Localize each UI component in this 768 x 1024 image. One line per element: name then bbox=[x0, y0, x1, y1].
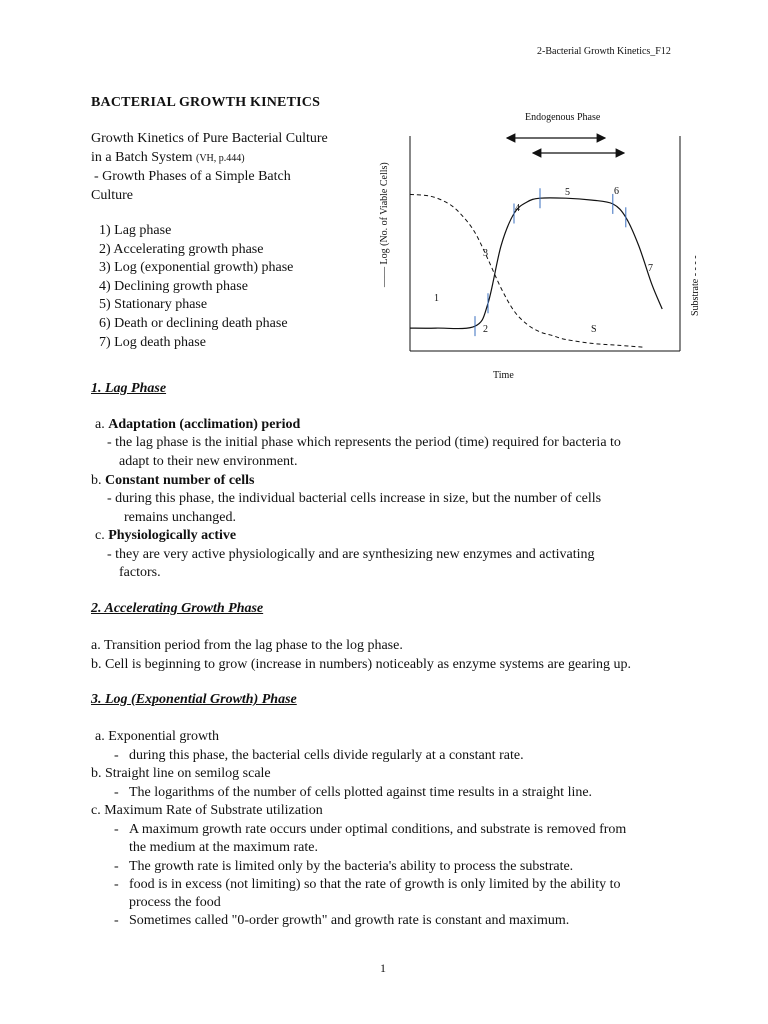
phase-label: 4 bbox=[515, 203, 520, 214]
section-heading-accelerating: 2. Accelerating Growth Phase bbox=[91, 601, 264, 616]
intro-block bbox=[91, 130, 328, 205]
list-item: 7) Log death phase bbox=[99, 334, 206, 350]
substrate-label: S bbox=[591, 324, 597, 335]
dash: - bbox=[114, 877, 119, 892]
list-item: 4) Declining growth phase bbox=[99, 278, 248, 294]
log-item-b: b. Straight line on semilog scale bbox=[91, 766, 271, 781]
dash: - bbox=[114, 822, 119, 837]
reference: (VH, p.444) bbox=[196, 152, 245, 164]
list-item: 2) Accelerating growth phase bbox=[99, 241, 264, 257]
page-title: BACTERIAL GROWTH KINETICS bbox=[91, 95, 321, 110]
dash: - bbox=[114, 859, 119, 874]
list-item: 6) Death or declining death phase bbox=[99, 315, 288, 331]
lag-item-a-detail: - the lag phase is the initial phase which represents the period (time) required for bacteria to bbox=[107, 435, 621, 450]
intro-line: in a Batch System (VH, p.444) bbox=[91, 149, 245, 165]
log-item-a: a. Exponential growth bbox=[95, 729, 220, 744]
lag-item-a: a. Adaptation (acclimation) period bbox=[95, 417, 301, 432]
section-heading-log: 3. Log (Exponential Growth) Phase bbox=[91, 692, 297, 707]
growth-curve-chart bbox=[370, 100, 710, 385]
phase-label: 7 bbox=[648, 263, 653, 274]
log-item-c-detail: The growth rate is limited only by the bacteria's ability to process the substrate. bbox=[129, 859, 574, 874]
log-item-c-detail: A maximum growth rate occurs under optimal conditions, and substrate is removed from bbox=[129, 822, 627, 837]
viable-cells-series bbox=[410, 198, 662, 329]
page-number: 1 bbox=[380, 961, 386, 975]
log-item-c-detail: food is in excess (not limiting) so that the rate of growth is only limited by the ability to bbox=[129, 877, 621, 892]
phase-label: 5 bbox=[565, 187, 570, 198]
y-axis-right-label: Substrate - - - - bbox=[690, 255, 701, 316]
accel-item-b: b. Cell is beginning to grow (increase in numbers) noticeably as enzyme systems are gearing up. bbox=[91, 657, 632, 672]
lag-item-b-detail: - during this phase, the individual bacterial cells increase in size, but the number of cells bbox=[107, 491, 602, 506]
phase-label: 3 bbox=[483, 248, 488, 259]
section-heading-lag: 1. Lag Phase bbox=[91, 381, 167, 396]
accel-item-a: a. Transition period from the lag phase to the log phase. bbox=[91, 638, 403, 653]
log-item-b-detail: The logarithms of the number of cells plotted against time results in a straight line. bbox=[129, 785, 593, 800]
phase-label: 6 bbox=[614, 186, 619, 197]
list-item: 5) Stationary phase bbox=[99, 297, 208, 313]
dash: - bbox=[114, 785, 119, 800]
lag-item-b-detail: remains unchanged. bbox=[124, 510, 236, 525]
lag-item-a-detail: adapt to their new environment. bbox=[119, 454, 298, 469]
lag-item-b: b. Constant number of cells bbox=[91, 473, 255, 488]
phase-list bbox=[91, 222, 293, 352]
log-item-c-detail: process the food bbox=[129, 895, 221, 910]
lag-item-c-detail: factors. bbox=[119, 565, 161, 580]
log-item-c-detail: the medium at the maximum rate. bbox=[129, 840, 318, 855]
log-item-c: c. Maximum Rate of Substrate utilization bbox=[91, 803, 323, 818]
document-header: 2-Bacterial Growth Kinetics_F12 bbox=[537, 46, 671, 57]
phase-label: 2 bbox=[483, 324, 488, 335]
y-axis-label: —— Log (No. of Viable Cells) bbox=[379, 162, 390, 287]
intro-line: - Growth Phases of a Simple Batch bbox=[94, 169, 291, 185]
intro-line: Growth Kinetics of Pure Bacterial Culture bbox=[91, 131, 328, 146]
lag-item-c: c. Physiologically active bbox=[95, 528, 237, 543]
dash: - bbox=[114, 748, 119, 763]
dash: - bbox=[114, 913, 119, 928]
intro-line: Culture bbox=[91, 187, 133, 203]
lag-item-c-detail: - they are very active physiologically and are synthesizing new enzymes and activating bbox=[107, 547, 595, 562]
x-axis-label: Time bbox=[493, 370, 514, 381]
list-item: 1) Lag phase bbox=[99, 223, 172, 238]
substrate-series bbox=[410, 194, 644, 347]
log-item-a-detail: during this phase, the bacterial cells divide regularly at a constant rate. bbox=[129, 748, 524, 763]
chart-title: Endogenous Phase bbox=[525, 112, 601, 123]
list-item: 3) Log (exponential growth) phase bbox=[99, 260, 294, 276]
log-item-c-detail: Sometimes called "0-order growth" and growth rate is constant and maximum. bbox=[129, 913, 570, 928]
phase-label: 1 bbox=[434, 293, 439, 304]
